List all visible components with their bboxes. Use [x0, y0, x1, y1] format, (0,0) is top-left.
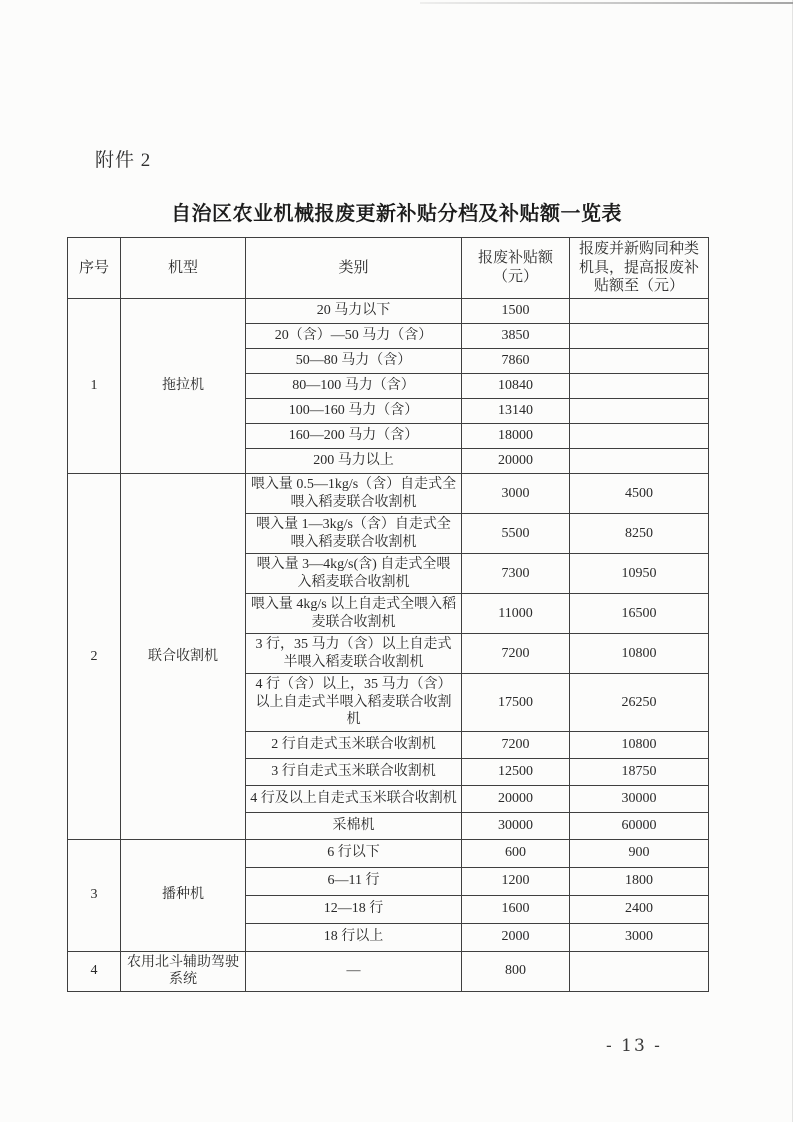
category-cell: 3 行自走式玉米联合收割机: [246, 758, 462, 785]
header-renew-subsidy: 报废并新购同种类机具，提高报废补贴额至（元）: [570, 238, 709, 299]
table-header-row: [68, 238, 709, 299]
category-cell: 20 马力以下: [246, 299, 462, 324]
renew-subsidy-cell: 8250: [570, 514, 709, 554]
category-cell: 50—80 马力（含）: [246, 349, 462, 374]
renew-subsidy-cell: 16500: [570, 594, 709, 634]
category-cell: 160—200 马力（含）: [246, 424, 462, 449]
table-row: [68, 299, 709, 324]
scrappage-subsidy-cell: 3000: [462, 474, 570, 514]
renew-subsidy-cell: [570, 299, 709, 324]
category-cell: 20（含）—50 马力（含）: [246, 324, 462, 349]
category-cell: —: [246, 951, 462, 991]
renew-subsidy-cell: 26250: [570, 674, 709, 732]
category-cell: 喂入量 1—3kg/s（含）自走式全喂入稻麦联合收割机: [246, 514, 462, 554]
machine-type-cell: 拖拉机: [121, 299, 246, 474]
scrappage-subsidy-cell: 1200: [462, 867, 570, 895]
category-cell: 喂入量 3—4kg/s(含) 自走式全喂入稻麦联合收割机: [246, 554, 462, 594]
category-cell: 100—160 马力（含）: [246, 399, 462, 424]
header-scrappage-subsidy: 报废补贴额（元）: [462, 238, 570, 299]
scrappage-subsidy-cell: 7860: [462, 349, 570, 374]
renew-subsidy-cell: 30000: [570, 785, 709, 812]
renew-subsidy-cell: 18750: [570, 758, 709, 785]
scrappage-subsidy-cell: 12500: [462, 758, 570, 785]
category-cell: 80—100 马力（含）: [246, 374, 462, 399]
table-body: [68, 299, 709, 992]
table-row: [68, 839, 709, 867]
category-cell: 喂入量 0.5—1kg/s（含）自走式全喂入稻麦联合收割机: [246, 474, 462, 514]
scrappage-subsidy-cell: 30000: [462, 812, 570, 839]
scan-artifact-top-edge: [420, 2, 793, 4]
renew-subsidy-cell: [570, 951, 709, 991]
category-cell: 2 行自走式玉米联合收割机: [246, 731, 462, 758]
renew-subsidy-cell: [570, 324, 709, 349]
category-cell: 采棉机: [246, 812, 462, 839]
category-cell: 4 行（含）以上，35 马力（含）以上自走式半喂入稻麦联合收割机: [246, 674, 462, 732]
scrappage-subsidy-cell: 20000: [462, 449, 570, 474]
table-row: [68, 951, 709, 991]
scrappage-subsidy-cell: 11000: [462, 594, 570, 634]
renew-subsidy-cell: 10800: [570, 731, 709, 758]
category-cell: 18 行以上: [246, 923, 462, 951]
scrappage-subsidy-cell: 600: [462, 839, 570, 867]
renew-subsidy-cell: 900: [570, 839, 709, 867]
renew-subsidy-cell: [570, 449, 709, 474]
page-title: 自治区农业机械报废更新补贴分档及补贴额一览表: [171, 203, 622, 225]
machine-type-cell: 联合收割机: [121, 474, 246, 840]
machine-type-cell: 播种机: [121, 839, 246, 951]
scrappage-subsidy-cell: 17500: [462, 674, 570, 732]
renew-subsidy-cell: [570, 374, 709, 399]
category-cell: 6—11 行: [246, 867, 462, 895]
renew-subsidy-cell: 1800: [570, 867, 709, 895]
renew-subsidy-cell: [570, 424, 709, 449]
scrappage-subsidy-cell: 1600: [462, 895, 570, 923]
serial-number-cell: 4: [68, 951, 121, 991]
scrappage-subsidy-cell: 800: [462, 951, 570, 991]
category-cell: 6 行以下: [246, 839, 462, 867]
header-machine-type: 机型: [121, 238, 246, 299]
renew-subsidy-cell: 60000: [570, 812, 709, 839]
renew-subsidy-cell: 3000: [570, 923, 709, 951]
serial-number-cell: 3: [68, 839, 121, 951]
scrappage-subsidy-cell: 20000: [462, 785, 570, 812]
scrappage-subsidy-cell: 3850: [462, 324, 570, 349]
category-cell: 200 马力以上: [246, 449, 462, 474]
header-category: 类别: [246, 238, 462, 299]
scrappage-subsidy-cell: 7300: [462, 554, 570, 594]
renew-subsidy-cell: [570, 349, 709, 374]
renew-subsidy-cell: 10950: [570, 554, 709, 594]
category-cell: 4 行及以上自走式玉米联合收割机: [246, 785, 462, 812]
scrappage-subsidy-cell: 5500: [462, 514, 570, 554]
scrappage-subsidy-cell: 7200: [462, 731, 570, 758]
attachment-label: 附件 2: [95, 150, 152, 171]
scrappage-subsidy-cell: 2000: [462, 923, 570, 951]
machine-type-cell: 农用北斗辅助驾驶系统: [121, 951, 246, 991]
renew-subsidy-cell: [570, 399, 709, 424]
scrappage-subsidy-cell: 1500: [462, 299, 570, 324]
renew-subsidy-cell: 10800: [570, 634, 709, 674]
header-serial-number: 序号: [68, 238, 121, 299]
subsidy-table: [67, 237, 709, 992]
renew-subsidy-cell: 2400: [570, 895, 709, 923]
scrappage-subsidy-cell: 18000: [462, 424, 570, 449]
scrappage-subsidy-cell: 10840: [462, 374, 570, 399]
scrappage-subsidy-cell: 7200: [462, 634, 570, 674]
table-row: [68, 474, 709, 514]
serial-number-cell: 1: [68, 299, 121, 474]
category-cell: 喂入量 4kg/s 以上自走式全喂入稻麦联合收割机: [246, 594, 462, 634]
category-cell: 3 行，35 马力（含）以上自走式半喂入稻麦联合收割机: [246, 634, 462, 674]
page-number: - 13 -: [606, 1036, 662, 1056]
serial-number-cell: 2: [68, 474, 121, 840]
scrappage-subsidy-cell: 13140: [462, 399, 570, 424]
renew-subsidy-cell: 4500: [570, 474, 709, 514]
category-cell: 12—18 行: [246, 895, 462, 923]
